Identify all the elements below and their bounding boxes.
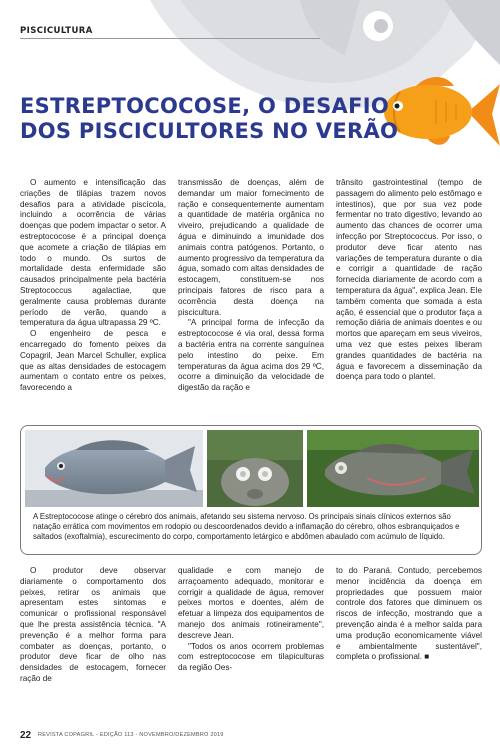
text-column-2-bottom [178, 566, 324, 674]
photo-figure [20, 425, 482, 555]
text-column-1 [20, 178, 166, 394]
publication-info: REVISTA COPAGRIL - EDIÇÃO 113 - NOVEMBRO/DEZEMBRO 2019 [38, 732, 224, 738]
tilapia-photo-1 [25, 430, 203, 507]
tilapia-photo-3 [307, 430, 479, 507]
page-title [20, 94, 420, 144]
title-line-2: DOS PISCICULTORES NO VERÃO [20, 119, 399, 143]
paragraph: "A principal forma de infecção da estreptococose é via oral, dessa forma a bactéria entra na corrente sanguínea pelo intestino do peixe. Em temperaturas da água acima dos 29 ºC, ocorre a diminuição da velocidade de digestão da ração e [178, 318, 324, 393]
photo-caption: A Estreptococose atinge o cérebro dos animais, afetando seu sistema nervoso. Os principais sinais clínicos externos são natação errática com movimentos em rodopio ou descoordenados devido a inflamação do cérebro, olhos esbranquiçados e saltados (exoftalmia), escurecimento do corpo, comportamento letárgico e abdômen abaulado com acúmulo de líquido. [33, 512, 460, 541]
tilapia-photo-2 [207, 430, 303, 507]
paragraph: to do Paraná. Contudo, percebemos menor incidência da doença em propriedades que possuem maior controle dos fatores que diminuem os riscos de infecção, mostrando que a prevenção ainda é a melhor saída para uma produção economicamente viável e ambientalmente sustentável", completa o profissional. ■ [336, 566, 482, 662]
text-column-3 [336, 178, 482, 383]
paragraph: trânsito gastrointestinal (tempo de passagem do alimento pelo estômago e intestinos), que por sua vez pode fermentar no trato digestivo, levando ao aumento das chances de ocorrer uma infecção por Streptococcus. Por isso, o produtor deve ficar atento nas variações de temperatura durante o dia e corrigir a quantidade de ração fornecida diariamente de acordo com a temperatura da água", explica Jean. Ele também comenta que somada a esta ação, é essencial que o produtor faça a remoção diária de animais doentes e ou mortos que apareçam em seus viveiros, uma vez que estes peixes liberam grandes quantidades de bactéria na água e favorecem a disseminação da doença para todo o plantel. [336, 178, 482, 382]
article-body-bottom [20, 566, 482, 686]
page-number: 22 [20, 730, 32, 741]
paragraph: qualidade e com manejo de arraçoamento adequado, monitorar e corrigir a qualidade de água, remover peixes mortos e doentes, além de efetuar a limpeza dos equipamentos de manejo dos animais rotineiramente", descreve Jean. [178, 566, 324, 640]
paragraph: O aumento e intensificação das criações de tilápias trazem novos desafios para a atividade piscícola, incluindo a ocorrência de várias doenças que podem impactar o setor. A estreptococose é a principal doença que acomete a criação de tilápias em todo o mundo. Os surtos de mortalidade desta enfermidade são causados principalmente pela bactéria Streptococcus agalactiae, que geralmente causa problemas durante período de verão, quando a temperatura da água ultrapassa 29 ºC. [20, 178, 166, 328]
text-column-2 [178, 178, 324, 394]
paragraph: O engenheiro de pesca e encarregado do fomento peixes da Copagril, Jean Marcel Schuller, explica que as altas densidades de estocagem aumentam o contato entre os peixes, favorecendo a [20, 329, 166, 393]
paragraph: O produtor deve observar diariamente o comportamento dos peixes, retirar os animais que apresentam estes sintomas e comunicar o profissional responsável que lhe presta assistência técnica. "A prevenção é a melhor forma para combater as doenças, portanto, o produtor deve ficar de olho nas densidades de estocagem, fornecer ração de [20, 566, 166, 683]
paragraph: transmissão de doenças, além de demandar um maior fornecimento de ração e consequentemente aumentam a quantidade de matéria orgânica no viveiro, prejudicando a qualidade de água e diminuindo a imunidade dos animais contra patógenos. Portanto, o aumento progressivo da temperatura da água, somado com altas densidades de estocagem, constituem-se nos principais fatores de risco para a ocorrência desta doença na piscicultura. [178, 178, 324, 317]
paragraph: "Todos os anos ocorrem problemas com estreptococose em tilapiculturas da região Oes- [178, 641, 324, 673]
section-divider [20, 38, 320, 39]
text-column-3-bottom [336, 566, 482, 663]
title-line-1: ESTREPTOCOCOSE, O DESAFIO [20, 94, 389, 118]
section-label: PISCICULTURA [20, 26, 93, 36]
text-column-1-bottom [20, 566, 166, 685]
article-body-top [20, 178, 482, 422]
